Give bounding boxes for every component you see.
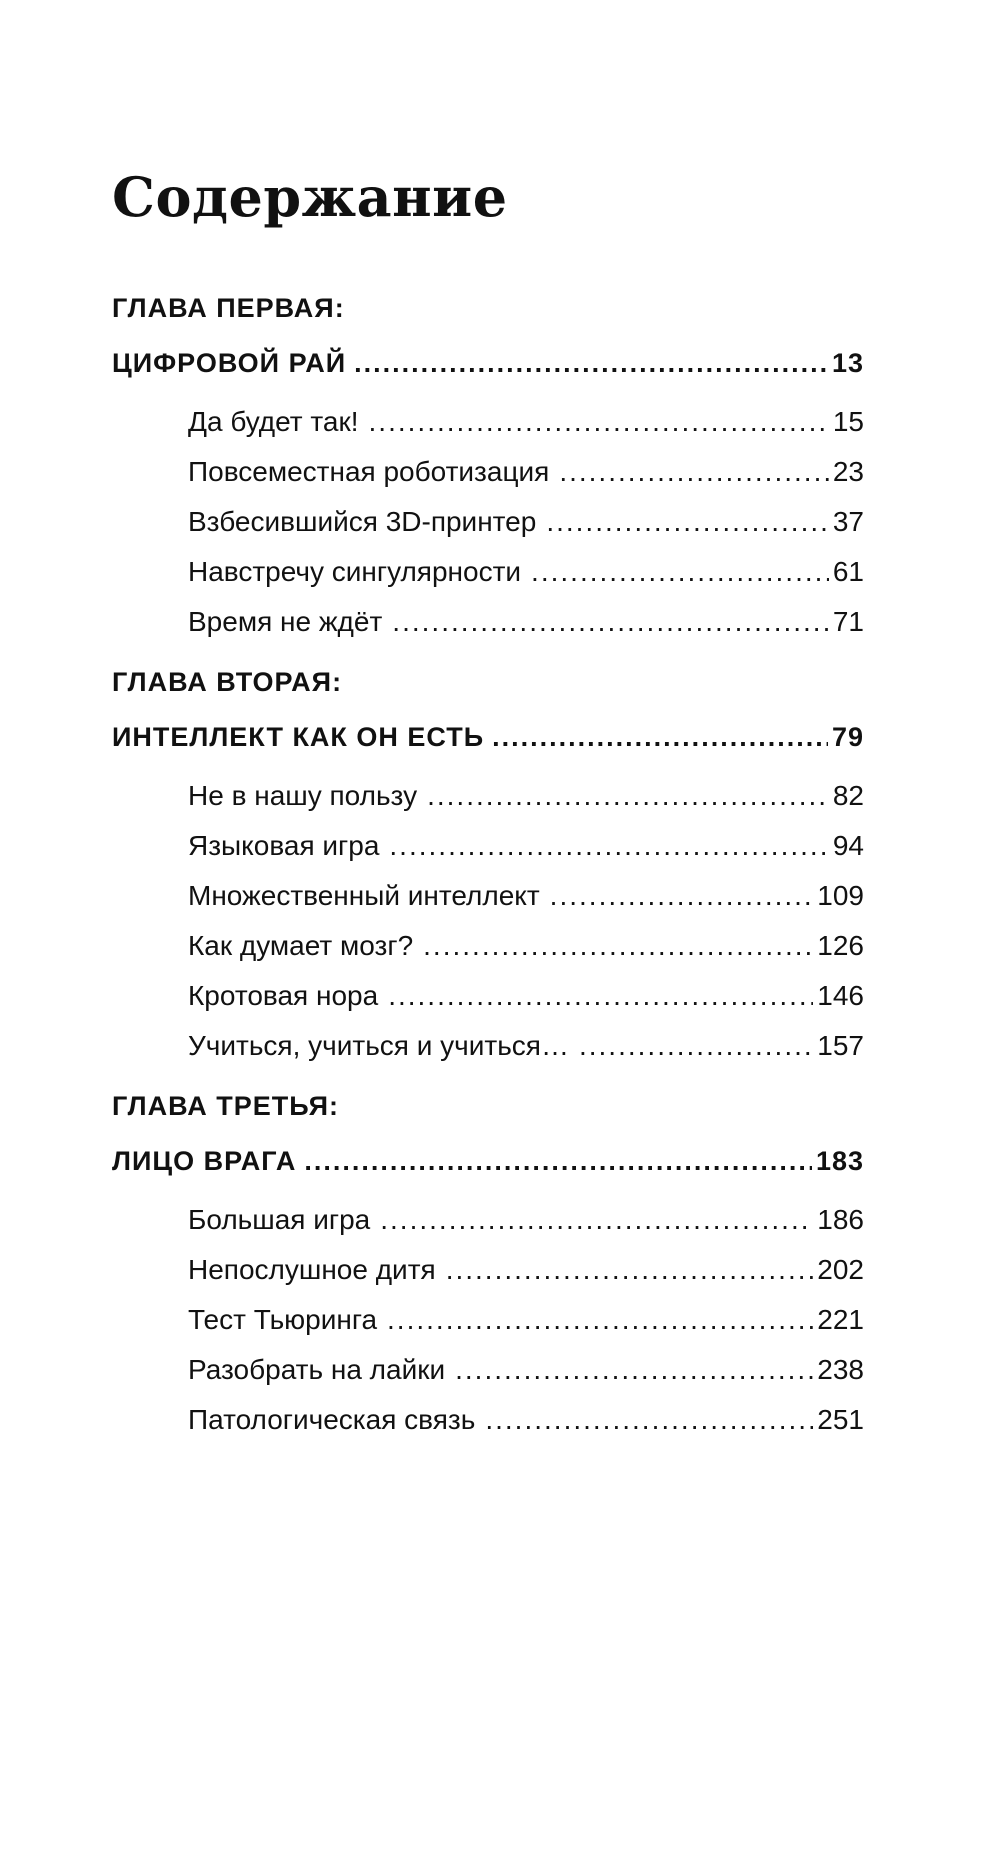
section-entry[interactable] — [188, 504, 864, 554]
page-title: Содержание — [112, 165, 508, 229]
dot-leader — [388, 978, 813, 1014]
section-entry[interactable] — [188, 1402, 864, 1452]
page-number: 183 — [815, 1146, 864, 1176]
section-title: Повсеместная роботизация — [188, 456, 550, 487]
chapter-title: ЛИЦО ВРАГА — [112, 1146, 297, 1176]
section-entry[interactable] — [188, 604, 864, 654]
section-entry[interactable] — [188, 1252, 864, 1302]
section-title: Большая игра — [188, 1204, 371, 1235]
dot-leader — [446, 1252, 814, 1288]
page-number: 126 — [817, 930, 864, 961]
section-entry[interactable] — [188, 778, 864, 828]
page-number: 221 — [817, 1304, 864, 1335]
page-number: 79 — [831, 722, 864, 752]
chapter-title: ИНТЕЛЛЕКТ КАК ОН ЕСТЬ — [112, 722, 485, 752]
section-title: Непослушное дитя — [188, 1254, 436, 1285]
section-title: Множественный интеллект — [188, 880, 540, 911]
dot-leader — [559, 454, 829, 490]
chapter-title: ЦИФРОВОЙ РАЙ — [112, 348, 347, 378]
section-entry[interactable] — [188, 828, 864, 878]
section-title: Языковая игра — [188, 830, 380, 861]
page-number: 238 — [817, 1354, 864, 1385]
chapter-label: ГЛАВА ПЕРВАЯ: — [112, 293, 345, 323]
page-number: 82 — [832, 780, 864, 811]
section-list — [112, 396, 864, 664]
dot-leader — [387, 1302, 813, 1338]
page-number: 61 — [832, 556, 864, 587]
page-number: 37 — [832, 506, 864, 537]
chapter-label: ГЛАВА ТРЕТЬЯ: — [112, 1091, 340, 1121]
dot-leader — [423, 928, 813, 964]
section-entry[interactable] — [188, 554, 864, 604]
dot-leader — [531, 554, 829, 590]
chapter-title-entry[interactable] — [112, 346, 864, 396]
section-entry[interactable] — [188, 404, 864, 454]
section-entry[interactable] — [188, 1028, 864, 1078]
dot-leader — [389, 828, 828, 864]
section-title: Разобрать на лайки — [188, 1354, 446, 1385]
section-list — [112, 1194, 864, 1462]
section-list — [112, 770, 864, 1088]
section-entry[interactable] — [188, 1202, 864, 1252]
page-number: 109 — [817, 880, 864, 911]
section-entry[interactable] — [188, 1352, 864, 1402]
dot-leader — [492, 720, 828, 754]
chapter-1 — [112, 290, 864, 664]
section-title: Учиться, учиться и учиться… — [188, 1030, 569, 1061]
chapter-title-entry[interactable] — [112, 720, 864, 770]
page-number: 202 — [817, 1254, 864, 1285]
dot-leader — [427, 778, 829, 814]
section-entry[interactable] — [188, 878, 864, 928]
section-title: Тест Тьюринга — [188, 1304, 378, 1335]
page-number: 94 — [832, 830, 864, 861]
page-number: 13 — [831, 348, 864, 378]
section-title: Навстречу сингулярности — [188, 556, 522, 587]
dot-leader — [579, 1028, 813, 1064]
section-entry[interactable] — [188, 978, 864, 1028]
dot-leader — [485, 1402, 813, 1438]
chapter-2 — [112, 664, 864, 1088]
page-number: 15 — [832, 406, 864, 437]
chapter-3 — [112, 1088, 864, 1462]
section-title: Как думает мозг? — [188, 930, 414, 961]
section-title: Кротовая нора — [188, 980, 379, 1011]
dot-leader — [304, 1144, 812, 1178]
dot-leader — [455, 1352, 813, 1388]
dot-leader — [380, 1202, 813, 1238]
dot-leader — [550, 878, 814, 914]
page-number: 23 — [832, 456, 864, 487]
section-title: Время не ждёт — [188, 606, 383, 637]
page-number: 146 — [817, 980, 864, 1011]
dot-leader — [369, 404, 829, 440]
section-title: Да будет так! — [188, 406, 359, 437]
dot-leader — [392, 604, 829, 640]
page-number: 186 — [817, 1204, 864, 1235]
section-title: Не в нашу пользу — [188, 780, 418, 811]
chapter-title-entry[interactable] — [112, 1144, 864, 1194]
page-number: 251 — [817, 1404, 864, 1435]
dot-leader — [354, 346, 828, 380]
section-entry[interactable] — [188, 928, 864, 978]
page-number: 157 — [817, 1030, 864, 1061]
section-entry[interactable] — [188, 454, 864, 504]
page-number: 71 — [832, 606, 864, 637]
table-of-contents — [112, 290, 864, 1462]
chapter-label: ГЛАВА ВТОРАЯ: — [112, 667, 343, 697]
dot-leader — [546, 504, 829, 540]
section-title: Взбесившийся 3D-принтер — [188, 506, 537, 537]
section-entry[interactable] — [188, 1302, 864, 1352]
section-title: Патологическая связь — [188, 1404, 476, 1435]
